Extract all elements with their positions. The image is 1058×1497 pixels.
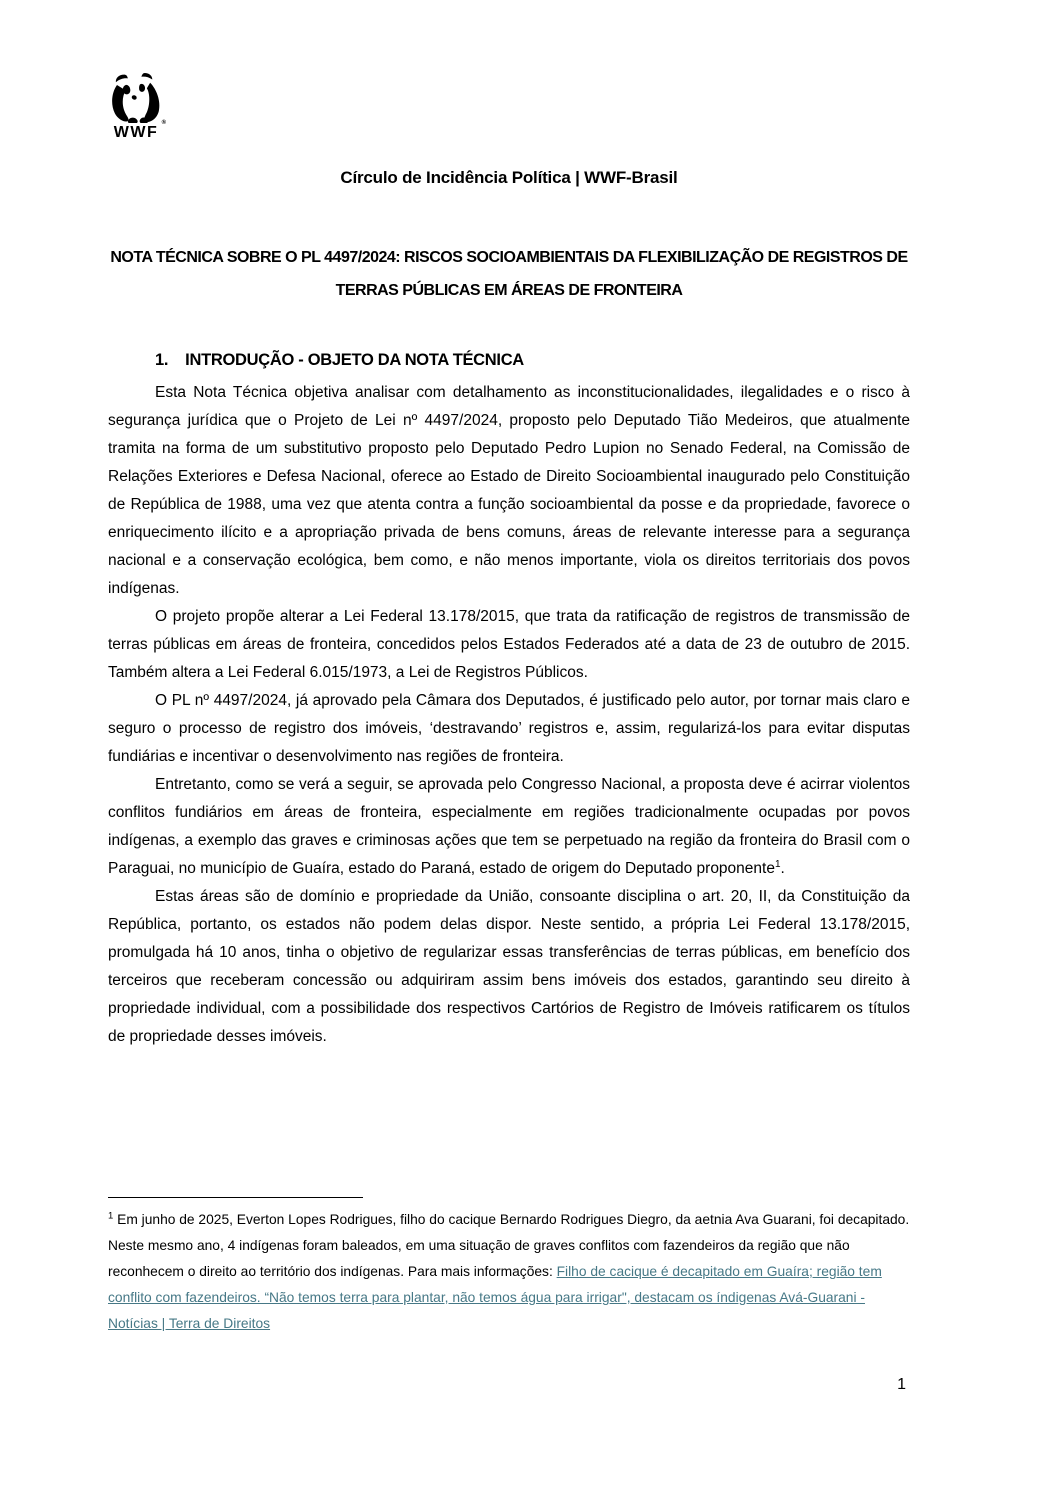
section-heading [108,351,910,370]
paragraph-3: O PL nº 4497/2024, já aprovado pela Câmara dos Deputados, é justificado pelo autor, por tornar mais claro e seguro o processo de registro dos imóveis, ‘destravando’ registros e, assim, regularizá-los para evitar disputas fundiárias e incentivar o desenvolvimento nas regiões de fronteira. [108,692,910,765]
page-number: 1 [897,1376,906,1393]
wwf-logo-text: WWF ® [113,120,166,141]
footnote-reference: 1 [774,858,781,870]
header-org-line: Círculo de Incidência Política | WWF-Brasil [340,168,678,187]
footnote [108,1207,910,1337]
section-number: 1. [155,351,169,369]
registered-trademark-symbol: ® [161,120,166,126]
paragraph-4: Entretanto, como se verá a seguir, se aprovada pelo Congresso Nacional, a proposta deve é acirrar violentos conflitos fundiários em áreas de fronteira, especialmente em regiões tradicionalmente ocupadas por povos indígenas, a exemplo das graves e criminosas ações que tem se perpetuado na região da fronteira do Brasil com o Paraguai, no município de Guaíra, estado do Paraná, estado de origem do Deputado proponente$^1$. [108,776,910,877]
footnote-text: Em junho de 2025, Everton Lopes Rodrigues, filho do cacique Bernardo Rodrigues Diegro, da aetnia Ava Guarani, foi decapitado. Neste mesmo ano, 4 indígenas foram baleados, em uma situação de graves conflitos com fazendeiros da região que não reconhecem o direito ao território dos indígenas. Para mais informações: [108,1212,910,1279]
paragraph-5: Estas áreas são de domínio e propriedade da União, consoante disciplina o art. 20, II, da Constituição da República, portanto, os estados não podem delas dispor. Neste sentido, a própria Lei Federal 13.178/2015, promulgada há 10 anos, tinha o objetivo de regularizar essas transferências de terras públicas, em benefício dos terceiros que receberam concessão ou adquiriram assim bens imóveis dos estados, garantindo seu direito à propriedade individual, com a possibilidade dos respectivos Cartórios de Registro de Imóveis ratificarem os títulos de propriedade desses imóveis. [108,888,910,1045]
footnote-link[interactable]: Filho de cacique é decapitado em Guaíra; região tem conflito com fazendeiros. “Não temos terra para plantar, não temos água para irrigar", destacam os índigenas Avá-Guarani - Notícias | Terra de Direitos [108,1264,882,1331]
section-heading-text: INTRODUÇÃO - OBJETO DA NOTA TÉCNICA [185,351,524,369]
document-body [108,379,910,1185]
footnote-divider [108,1197,363,1198]
paragraph-1: Esta Nota Técnica objetiva analisar com detalhamento as inconstitucionalidades, ilegalidades e o risco à segurança jurídica que o Projeto de Lei nº 4497/2024, proposto pelo Deputado Tião Medeiros, que atualmente tramita na forma de um substitutivo proposto pelo Deputado Pedro Lupion no Senado Federal, na Comissão de Relações Exteriores e Defesa Nacional, oferece ao Estado de Direito Socioambiental inaugurado pelo Constituição de República de 1988, uma vez que atenta contra a função socioambiental da posse e da propriedade, favorece o enriquecimento ilícito e a apropriação privada de bens comuns, áreas de relevante interesse para a segurança nacional e a conservação ecológica, bem como, e não menos importante, viola os direitos territoriais dos povos indígenas. [108,384,910,597]
document-title: NOTA TÉCNICA SOBRE O PL 4497/2024: RISCOS SOCIOAMBIENTAIS DA FLEXIBILIZAÇÃO DE REGISTROS DE TERRAS PÚBLICAS EM ÁREAS DE FRONTEIRA [110,249,908,299]
wwf-panda-icon [108,73,164,123]
footnote-marker: 1 [108,1210,114,1222]
wwf-logo [108,73,164,142]
paragraph-2: O projeto propõe alterar a Lei Federal 13.178/2015, que trata da ratificação de registros de transmissão de terras públicas em áreas de fronteira, concedidos pelos Estados Federados até a data de 23 de outubro de 2015. Também altera a Lei Federal 6.015/1973, a Lei de Registros Públicos. [108,608,910,681]
